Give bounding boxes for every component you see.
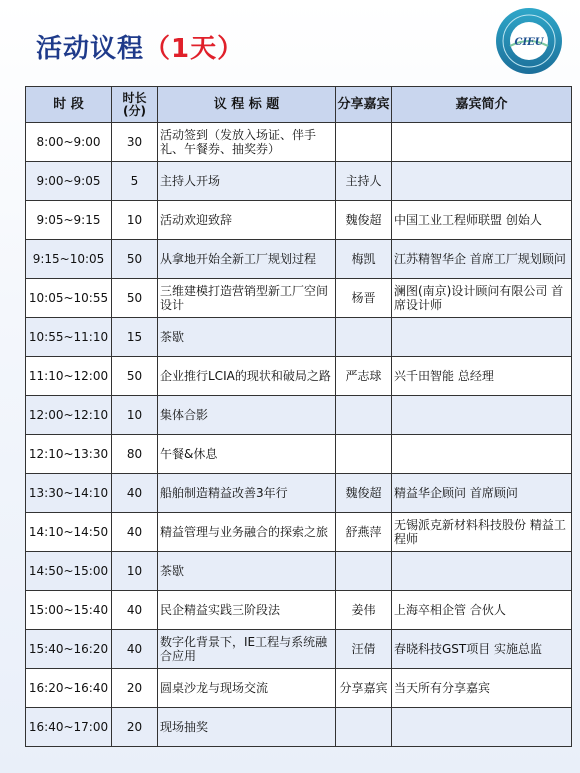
table-row <box>26 669 572 708</box>
speaker-cell <box>336 396 392 435</box>
time-cell: 12:00~12:10 <box>26 396 112 435</box>
table-row <box>26 435 572 474</box>
agenda-cell: 集体合影 <box>158 396 336 435</box>
table-row <box>26 708 572 747</box>
speaker-cell <box>336 552 392 591</box>
time-cell: 14:10~14:50 <box>26 513 112 552</box>
agenda-cell: 主持人开场 <box>158 162 336 201</box>
time-cell: 10:05~10:55 <box>26 279 112 318</box>
intro-cell: 兴千田智能 总经理 <box>392 357 572 396</box>
table-row <box>26 591 572 630</box>
table-row <box>26 474 572 513</box>
time-cell: 16:20~16:40 <box>26 669 112 708</box>
header-agenda: 议 程 标 题 <box>158 87 336 123</box>
table-row <box>26 279 572 318</box>
time-cell: 13:30~14:10 <box>26 474 112 513</box>
intro-cell <box>392 708 572 747</box>
speaker-cell: 主持人 <box>336 162 392 201</box>
table-row <box>26 513 572 552</box>
speaker-cell <box>336 318 392 357</box>
title-main: 活动议程 <box>36 34 145 64</box>
intro-cell: 当天所有分享嘉宾 <box>392 669 572 708</box>
header-duration <box>112 87 158 123</box>
agenda-cell: 精益管理与业务融合的探索之旅 <box>158 513 336 552</box>
agenda-cell: 午餐&休息 <box>158 435 336 474</box>
title-accent: （1天） <box>144 34 245 64</box>
speaker-cell: 梅凯 <box>336 240 392 279</box>
speaker-cell: 分享嘉宾 <box>336 669 392 708</box>
header-time: 时 段 <box>26 87 112 123</box>
time-cell: 10:55~11:10 <box>26 318 112 357</box>
agenda-cell: 活动欢迎致辞 <box>158 201 336 240</box>
table-row <box>26 201 572 240</box>
speaker-cell: 姜伟 <box>336 591 392 630</box>
intro-cell: 精益华企顾问 首席顾问 <box>392 474 572 513</box>
time-cell: 9:15~10:05 <box>26 240 112 279</box>
header-speaker: 分享嘉宾 <box>336 87 392 123</box>
intro-cell: 中国工业工程师联盟 创始人 <box>392 201 572 240</box>
speaker-cell <box>336 435 392 474</box>
intro-cell: 江苏精智华企 首席工厂规划顾问 <box>392 240 572 279</box>
duration-cell: 10 <box>112 201 158 240</box>
table-row <box>26 357 572 396</box>
duration-cell: 50 <box>112 279 158 318</box>
speaker-cell <box>336 708 392 747</box>
speaker-cell: 杨晋 <box>336 279 392 318</box>
duration-cell: 10 <box>112 396 158 435</box>
table-row <box>26 630 572 669</box>
table-row <box>26 240 572 279</box>
page-title <box>36 28 244 65</box>
speaker-cell <box>336 123 392 162</box>
agenda-cell: 茶歇 <box>158 552 336 591</box>
intro-cell: 上海卒相企管 合伙人 <box>392 591 572 630</box>
duration-cell: 20 <box>112 708 158 747</box>
agenda-cell: 企业推行LCIA的现状和破局之路 <box>158 357 336 396</box>
agenda-cell: 现场抽奖 <box>158 708 336 747</box>
header-duration-label: 时长 (分) <box>122 90 147 118</box>
duration-cell: 40 <box>112 513 158 552</box>
intro-cell <box>392 162 572 201</box>
header-intro: 嘉宾简介 <box>392 87 572 123</box>
agenda-cell: 民企精益实践三阶段法 <box>158 591 336 630</box>
time-cell: 15:40~16:20 <box>26 630 112 669</box>
table-row <box>26 162 572 201</box>
speaker-cell: 魏俊超 <box>336 474 392 513</box>
agenda-cell: 茶歇 <box>158 318 336 357</box>
intro-cell <box>392 435 572 474</box>
intro-cell <box>392 396 572 435</box>
duration-cell: 30 <box>112 123 158 162</box>
table-row <box>26 318 572 357</box>
agenda-cell: 圆桌沙龙与现场交流 <box>158 669 336 708</box>
duration-cell: 50 <box>112 357 158 396</box>
agenda-cell: 船舶制造精益改善3年行 <box>158 474 336 513</box>
time-cell: 9:00~9:05 <box>26 162 112 201</box>
time-cell: 14:50~15:00 <box>26 552 112 591</box>
duration-cell: 40 <box>112 630 158 669</box>
table-row <box>26 123 572 162</box>
duration-cell: 10 <box>112 552 158 591</box>
table-row <box>26 552 572 591</box>
intro-cell: 春晓科技GST项目 实施总监 <box>392 630 572 669</box>
logo-text: CIEU <box>514 37 544 48</box>
intro-cell: 无锡派克新材料科技股份 精益工程师 <box>392 513 572 552</box>
duration-cell: 50 <box>112 240 158 279</box>
time-cell: 16:40~17:00 <box>26 708 112 747</box>
intro-cell: 澜图(南京)设计顾问有限公司 首席设计师 <box>392 279 572 318</box>
time-cell: 8:00~9:00 <box>26 123 112 162</box>
time-cell: 9:05~9:15 <box>26 201 112 240</box>
speaker-cell: 严志球 <box>336 357 392 396</box>
duration-cell: 5 <box>112 162 158 201</box>
duration-cell: 20 <box>112 669 158 708</box>
time-cell: 11:10~12:00 <box>26 357 112 396</box>
time-cell: 12:10~13:30 <box>26 435 112 474</box>
speaker-cell: 魏俊超 <box>336 201 392 240</box>
duration-cell: 15 <box>112 318 158 357</box>
duration-cell: 40 <box>112 474 158 513</box>
time-cell: 15:00~15:40 <box>26 591 112 630</box>
table-row <box>26 396 572 435</box>
speaker-cell: 舒燕萍 <box>336 513 392 552</box>
cieu-logo-icon <box>494 6 564 76</box>
duration-cell: 80 <box>112 435 158 474</box>
intro-cell <box>392 552 572 591</box>
agenda-cell: 三维建模打造营销型新工厂空间设计 <box>158 279 336 318</box>
duration-cell: 40 <box>112 591 158 630</box>
speaker-cell: 汪倩 <box>336 630 392 669</box>
agenda-cell: 从拿地开始全新工厂规划过程 <box>158 240 336 279</box>
intro-cell <box>392 123 572 162</box>
intro-cell <box>392 318 572 357</box>
agenda-cell: 数字化背景下，IE工程与系统融合应用 <box>158 630 336 669</box>
table-header-row <box>26 87 572 123</box>
agenda-table <box>25 86 572 747</box>
agenda-cell: 活动签到（发放入场证、伴手礼、午餐券、抽奖券） <box>158 123 336 162</box>
